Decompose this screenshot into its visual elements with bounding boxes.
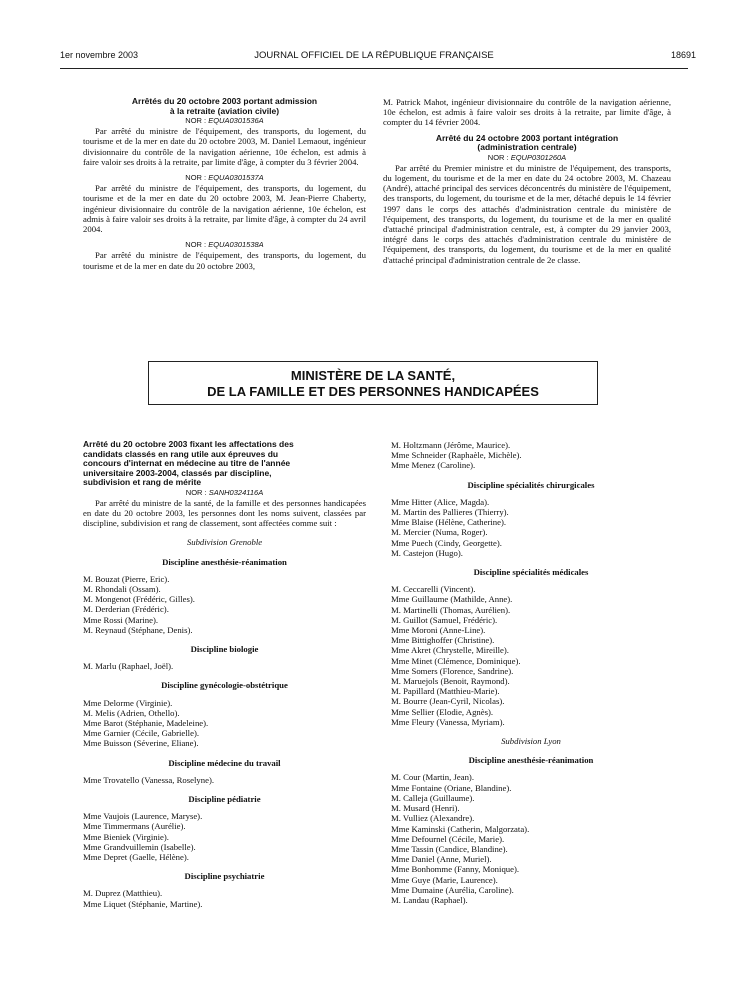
list-item: M. Bourre (Jean-Cyril, Nicolas).	[391, 696, 505, 707]
nor-reference: NOR : EQUA0301537A	[185, 173, 264, 183]
list-item: Mme Guye (Marie, Laurence).	[391, 874, 498, 885]
decree-title-line: subdivision et rang de mérite	[83, 477, 202, 487]
list-item: Mme Liquet (Stéphanie, Martine).	[83, 898, 203, 909]
nor-reference: NOR : SANH0324116A	[185, 487, 264, 497]
discipline-heading: Discipline biologie	[190, 643, 259, 654]
discipline-section	[83, 557, 366, 635]
discipline-list	[83, 557, 366, 909]
list-item: Mme Blaise (Hélène, Catherine).	[391, 517, 507, 528]
decree-paragraph: Par arrêté du ministre de l'équipement, des transports, du logement, du tourisme et de la mer en date du 20 octobre 2003, M. Jean-Pierre Chaberty, ingénieur divisionnaire du contrôle de la navigation aérienne, 10e échelon, est admis à faire valoir ses droits à la retraite, par limite d'âge, à compter du 24 avril 2004.	[83, 183, 366, 235]
discipline-section	[83, 644, 366, 671]
nor-code: EQUA0301538A	[208, 240, 264, 250]
nor-code: EQUP0301260A	[510, 152, 567, 162]
list-item: Mme Defournel (Cécile, Marie).	[391, 833, 505, 844]
nor-reference: NOR : EQUA0301538A	[185, 240, 264, 250]
discipline-section	[83, 758, 366, 785]
decree-title-line: universitaire 2003-2004, classés par discipline,	[83, 467, 272, 478]
list-item: Mme Somers (Florence, Sandrine).	[391, 665, 514, 676]
decree-title-line: (administration centrale)	[477, 142, 577, 153]
discipline-section	[83, 794, 366, 862]
decree-title-line: Arrêtés du 20 octobre 2003 portant admission	[131, 96, 318, 106]
nor-reference: NOR : EQUA0301536A	[185, 116, 264, 125]
list-item: Mme Fontaine (Oriane, Blandine).	[391, 782, 512, 793]
bottom-right-column	[391, 440, 671, 905]
nor-code: EQUA0301536A	[208, 116, 264, 125]
discipline-heading: Discipline anesthésie-réanimation	[468, 755, 594, 766]
discipline-list	[391, 480, 671, 727]
list-item: Mme Dumaine (Aurélia, Caroline).	[391, 884, 514, 895]
ministry-line: DE LA FAMILLE ET DES PERSONNES HANDICAPÉES	[207, 384, 539, 399]
list-item: Mme Tassin (Candice, Blandine).	[391, 843, 508, 854]
list-item: Mme Minet (Clémence, Dominique).	[391, 655, 521, 666]
top-right-column	[383, 97, 671, 271]
list-item: M. Mongenot (Frédéric, Gilles).	[83, 594, 195, 605]
list-item: M. Landau (Raphael).	[391, 894, 468, 905]
list-item: Mme Schneider (Raphaèle, Michèle).	[391, 450, 522, 461]
discipline-heading: Discipline spécialités médicales	[473, 567, 589, 578]
list-item: Mme Barot (Stéphanie, Madeleine).	[83, 717, 209, 728]
decree-paragraph: M. Patrick Mahot, ingénieur divisionnaire du contrôle de la navigation aérienne, 10e échelon, est admis à faire valoir ses droits à la retraite, par limite d'âge, à compter du 14 février 2004.	[383, 97, 671, 128]
list-item: M. Holtzmann (Jérôme, Maurice).	[391, 440, 511, 450]
decree-paragraph: Par arrêté du Premier ministre et du ministre de l'équipement, des transports, du logement, du tourisme et de la mer en date du 24 octobre 2003, M. Chazeau (André), attaché principal des services déconcentrés du ministère de l'équipement, des transports, du logement, du tourisme et de la mer, détaché depuis le 14 février 1997 dans le corps des attachés d'administration centrale du ministère de l'équipement, des transports, du logement, du tourisme et de la mer en qualité d'attaché principal d'administration centrale, est, à compter du 29 janvier 2003, intégré dans le corps des attachés d'administration centrale du ministère de l'équipement, des transports, du logement, du tourisme et de la mer en qualité d'attaché principal d'administration centrale de 2e classe.	[383, 162, 671, 265]
list-item: Mme Bittighoffer (Christine).	[391, 635, 495, 646]
decree-title-line: concours d'internat en médecine au titre de l'année	[83, 458, 291, 468]
nor-code: EQUA0301537A	[208, 173, 264, 183]
list-item: M. Mercier (Numa, Roger).	[391, 527, 488, 538]
subdivision-heading: Subdivision Lyon	[501, 736, 561, 747]
list-item: M. Martinelli (Thomas, Aurélien).	[391, 604, 511, 615]
discipline-heading: Discipline médecine du travail	[168, 757, 281, 768]
header-rule	[60, 68, 688, 69]
ministry-line: MINISTÈRE DE LA SANTÉ,	[290, 368, 456, 383]
list-item: M. Ceccarelli (Vincent).	[391, 584, 476, 595]
nor-reference: NOR : EQUP0301260A	[487, 152, 567, 162]
discipline-heading: Discipline pédiatrie	[188, 793, 261, 804]
list-item: Mme Timmermans (Aurélie).	[83, 821, 186, 832]
bottom-left-column	[83, 440, 366, 909]
decree-paragraph: Par arrêté du ministre de la santé, de la famille et des personnes handicapées en date du 20 octobre 2003, les personnes dont les noms suivent, classées par discipline, subdivision et rang de classement, sont affectées comme suit :	[83, 497, 366, 529]
list-item: Mme Akret (Chrystelle, Mireille).	[391, 645, 509, 656]
discipline-heading: Discipline anesthésie-réanimation	[162, 556, 287, 567]
list-item: M. Melis (Adrien, Othello).	[83, 707, 180, 718]
name-list	[391, 440, 671, 471]
list-item: Mme Vaujois (Laurence, Maryse).	[83, 811, 203, 822]
list-item: Mme Fleury (Vanessa, Myriam).	[391, 716, 505, 727]
list-item: Mme Guillaume (Mathilde, Anne).	[391, 594, 513, 605]
list-item: Mme Depret (Gaelle, Hélène).	[83, 851, 189, 862]
discipline-section	[83, 680, 366, 748]
list-item: M. Papillard (Matthieu-Marie).	[391, 686, 500, 697]
top-left-column	[83, 97, 366, 277]
ministry-banner	[148, 361, 598, 405]
list-item: M. Maruejols (Benoit, Raymond).	[391, 676, 510, 687]
list-item: M. Guillot (Samuel, Frédéric).	[391, 614, 498, 625]
nor-code: SANH0324116A	[208, 487, 264, 497]
discipline-heading: Discipline psychiatrie	[184, 871, 265, 882]
page-header	[0, 50, 748, 64]
page-number: 18691	[670, 50, 696, 60]
decree-title-line: Arrêté du 20 octobre 2003 fixant les affectations des	[83, 439, 294, 449]
list-item: M. Calleja (Guillaume).	[391, 792, 475, 803]
list-item: Mme Rossi (Marine).	[83, 614, 159, 625]
list-item: Mme Bonhomme (Fanny, Monique).	[391, 864, 520, 875]
decree-title-line: Arrêté du 24 octobre 2003 portant intégration	[435, 132, 619, 143]
discipline-section	[83, 871, 366, 909]
list-item: Mme Puech (Cindy, Georgette).	[391, 537, 502, 548]
list-item: M. Marlu (Raphael, Joël).	[83, 661, 174, 672]
list-item: M. Castejon (Hugo).	[391, 547, 463, 558]
list-item: Mme Trovatello (Vanessa, Roselyne).	[83, 774, 215, 785]
list-item: Mme Delorme (Virginie).	[83, 697, 173, 708]
list-item: Mme Bieniek (Virginie).	[83, 831, 169, 842]
discipline-section	[391, 567, 671, 727]
list-item: Mme Garnier (Cécile, Gabrielle).	[83, 728, 200, 739]
discipline-section	[391, 755, 671, 905]
list-item: Mme Moroni (Anne-Line).	[391, 625, 486, 636]
list-item: M. Martin des Pallieres (Thierry).	[391, 507, 509, 518]
subdivision-heading: Subdivision Grenoble	[186, 537, 263, 548]
list-item: M. Musard (Henri).	[391, 803, 460, 814]
discipline-section	[391, 480, 671, 558]
list-item: M. Derderian (Frédéric).	[83, 604, 169, 615]
list-item: M. Vulliez (Alexandre).	[391, 813, 475, 824]
discipline-section	[391, 755, 671, 905]
decree-title-line: à la retraite (aviation civile)	[169, 105, 280, 116]
discipline-heading: Discipline spécialités chirurgicales	[467, 479, 595, 490]
list-item: Mme Hitter (Alice, Magda).	[391, 496, 490, 507]
header-date: 1er novembre 2003	[60, 50, 139, 60]
list-item: M. Bouzat (Pierre, Eric).	[83, 573, 170, 584]
list-item: Mme Daniel (Anne, Muriel).	[391, 854, 492, 865]
list-item: M. Rhondali (Ossam).	[83, 583, 161, 594]
decree-paragraph: Par arrêté du ministre de l'équipement, des transports, du logement, du tourisme et de la mer en date du 20 octobre 2003, M. Daniel Lemaout, ingénieur divisionnaire du contrôle de la navigation aérienne, 10e échelon, est admis à faire valoir ses droits à la retraite, par limite d'âge, à compter du 3 février 2004.	[83, 126, 366, 167]
discipline-heading: Discipline gynécologie-obstétrique	[161, 680, 288, 691]
list-item: Mme Grandvuillemin (Isabelle).	[83, 841, 196, 852]
journal-title: JOURNAL OFFICIEL DE LA RÉPUBLIQUE FRANÇAISE	[254, 50, 494, 61]
decree-title-line: candidats classés en rang utile aux épreuves du	[83, 448, 279, 459]
list-item: M. Duprez (Matthieu).	[83, 888, 163, 899]
list-item: Mme Sellier (Elodie, Agnès).	[391, 706, 494, 717]
list-item: Mme Kaminski (Catherin, Malgorzata).	[391, 823, 530, 834]
list-item: Mme Buisson (Séverine, Eliane).	[83, 738, 199, 749]
list-item: M. Reynaud (Stéphane, Denis).	[83, 624, 193, 635]
list-item: M. Cour (Martin, Jean).	[391, 772, 474, 783]
decree-paragraph: Par arrêté du ministre de l'équipement, des transports, du logement, du tourisme et de la mer en date du 20 octobre 2003,	[83, 250, 366, 271]
list-item: Mme Menez (Caroline).	[391, 460, 476, 471]
